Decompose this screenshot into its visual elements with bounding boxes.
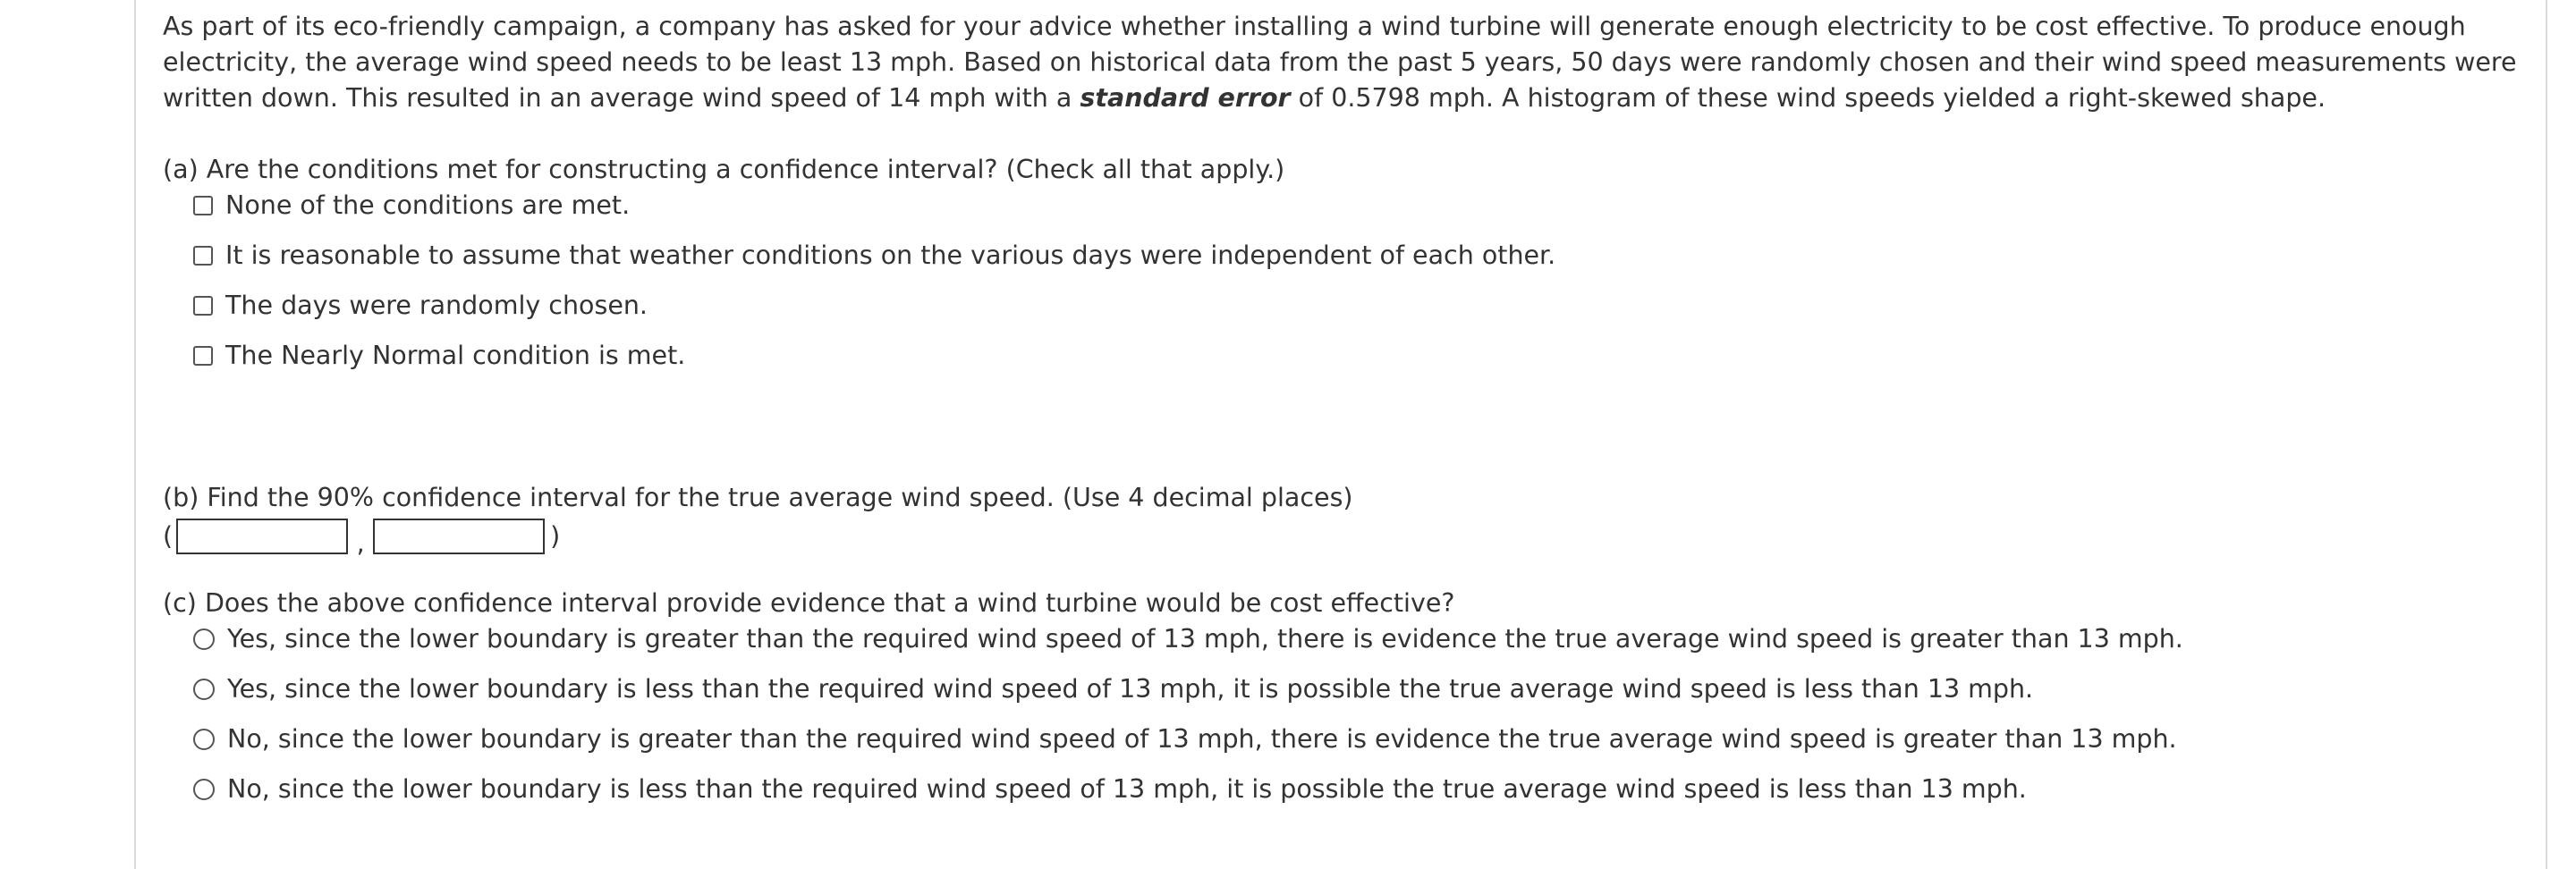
checkbox[interactable] <box>193 196 213 215</box>
checkbox[interactable] <box>193 296 213 316</box>
intro-text-start: As part of its eco-friendly campaign, a company has asked for your advice whether installing a wind turbine will generate enough electricity to be cost effective. To produce enough electricity, the average wind speed needs to be least 13 mph. Based on historical data from the past 5 years, 50 days were randomly chosen and their wind speed measurements were written down. This resulted in an average wind speed of 14 mph with a <box>163 12 2517 113</box>
confidence-interval-inputs <box>163 516 2524 557</box>
option-label: None of the conditions are met. <box>225 190 631 220</box>
upper-bound-input[interactable] <box>373 519 545 554</box>
part-c-option-2[interactable] <box>193 671 2524 707</box>
radio-button[interactable] <box>193 679 215 700</box>
radio-button[interactable] <box>193 779 215 800</box>
checkbox[interactable] <box>193 246 213 266</box>
radio-button[interactable] <box>193 629 215 650</box>
question-content <box>163 9 2524 807</box>
part-a-option-nearly-normal[interactable] <box>193 338 2524 374</box>
problem-statement <box>163 9 2524 116</box>
option-label: Yes, since the lower boundary is greater than the required wind speed of 13 mph, there is evidence the true average wind speed is greater than 13 mph. <box>227 624 2183 654</box>
part-a-option-independent[interactable] <box>193 238 2524 274</box>
option-label: The days were randomly chosen. <box>225 291 648 320</box>
part-b-question: (b) Find the 90% confidence interval for the true average wind speed. (Use 4 decimal places) <box>163 483 1353 512</box>
interval-separator: , <box>356 528 365 558</box>
part-a-option-none[interactable] <box>193 188 2524 224</box>
part-c-option-1[interactable] <box>193 621 2524 657</box>
option-label: No, since the lower boundary is less than the required wind speed of 13 mph, it is possible the true average wind speed is less than 13 mph. <box>227 774 2027 804</box>
checkbox[interactable] <box>193 346 213 366</box>
standard-error-emphasis: standard error <box>1080 83 1291 113</box>
part-c-question: (c) Does the above confidence interval provide evidence that a wind turbine would be cost effective? <box>163 588 1455 618</box>
lower-bound-input[interactable] <box>176 519 348 554</box>
part-a-option-random[interactable] <box>193 288 2524 324</box>
radio-button[interactable] <box>193 729 215 750</box>
open-paren: ( <box>163 521 174 551</box>
intro-text-end: of 0.5798 mph. A histogram of these wind speeds yielded a right-skewed shape. <box>1290 83 2326 113</box>
part-a-question: (a) Are the conditions met for constructing a confidence interval? (Check all that apply.) <box>163 155 1285 184</box>
option-label: The Nearly Normal condition is met. <box>225 341 686 370</box>
part-a-options <box>163 188 2524 374</box>
option-label: No, since the lower boundary is greater than the required wind speed of 13 mph, there is evidence the true average wind speed is greater than 13 mph. <box>227 724 2177 754</box>
close-paren: ) <box>550 521 561 551</box>
part-c-option-4[interactable] <box>193 772 2524 807</box>
part-c-options <box>163 621 2524 807</box>
option-label: Yes, since the lower boundary is less than the required wind speed of 13 mph, it is possible the true average wind speed is less than 13 mph. <box>227 674 2034 704</box>
option-label: It is reasonable to assume that weather conditions on the various days were independent of each other. <box>225 240 1556 270</box>
part-c-option-3[interactable] <box>193 721 2524 757</box>
